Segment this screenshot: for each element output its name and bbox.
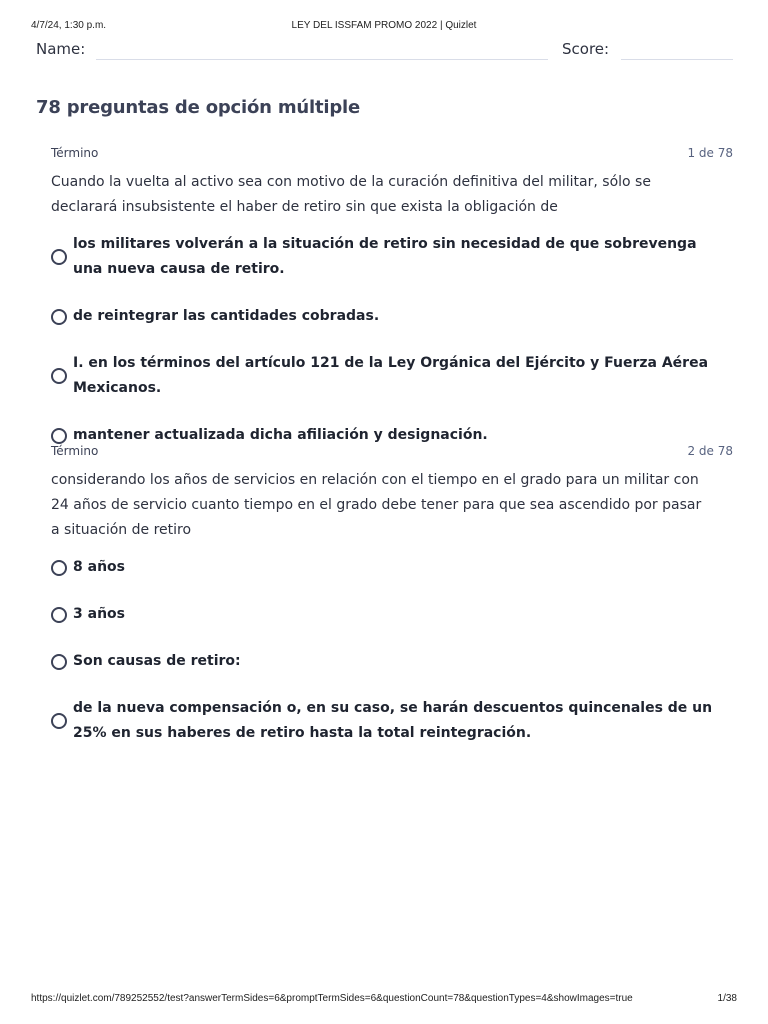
radio-circle-icon[interactable]	[51, 368, 67, 384]
name-label: Name:	[36, 40, 86, 58]
print-url: https://quizlet.com/789252552/test?answerTermSides=6&promptTermSides=6&questionCount=78&questionTypes=4&showImages=true	[31, 993, 633, 1004]
name-field[interactable]	[96, 59, 548, 60]
option-1b[interactable]	[51, 304, 733, 329]
radio-circle-icon[interactable]	[51, 309, 67, 325]
options-list	[51, 232, 733, 448]
option-label: 3 años	[73, 606, 125, 622]
print-header	[31, 20, 737, 32]
question-prompt: considerando los años de servicios en relación con el tiempo en el grado para un militar con 24 años de servicio cuanto tiempo en el grado debe tener para que sea ascendido por pasar a situación de retiro	[51, 472, 702, 538]
question-2	[51, 444, 733, 768]
page-number: 1/38	[717, 993, 737, 1004]
radio-circle-icon[interactable]	[51, 607, 67, 623]
option-2a[interactable]	[51, 555, 733, 580]
option-label: I. en los términos del artículo 121 de la Ley Orgánica del Ejército y Fuerza Aérea Mexicanos.	[73, 355, 709, 396]
print-title: LEY DEL ISSFAM PROMO 2022 | Quizlet	[291, 20, 477, 31]
option-label: de reintegrar las cantidades cobradas.	[73, 308, 380, 324]
question-1	[51, 146, 733, 470]
radio-circle-icon[interactable]	[51, 428, 67, 444]
name-score-row	[36, 40, 733, 64]
term-label: Término	[51, 444, 99, 458]
print-footer	[31, 993, 737, 1005]
option-1c[interactable]	[51, 351, 733, 401]
section-title: 78 preguntas de opción múltiple	[36, 97, 361, 118]
option-label: de la nueva compensación o, en su caso, se harán descuentos quincenales de un 25% en sus haberes de retiro hasta la total reintegración.	[73, 700, 713, 741]
option-2b[interactable]	[51, 602, 733, 627]
question-meta	[51, 146, 733, 164]
question-meta	[51, 444, 733, 462]
option-1a[interactable]	[51, 232, 733, 282]
options-list	[51, 555, 733, 746]
option-2c[interactable]	[51, 649, 733, 674]
option-label: 8 años	[73, 559, 125, 575]
radio-circle-icon[interactable]	[51, 249, 67, 265]
term-label: Término	[51, 146, 99, 160]
question-prompt: Cuando la vuelta al activo sea con motivo de la curación definitiva del militar, sólo se declarará insubsistente el haber de retiro sin que exista la obligación de	[51, 174, 651, 215]
radio-circle-icon[interactable]	[51, 713, 67, 729]
score-label: Score:	[562, 40, 610, 58]
question-counter: 2 de 78	[687, 444, 733, 458]
radio-circle-icon[interactable]	[51, 560, 67, 576]
radio-circle-icon[interactable]	[51, 654, 67, 670]
option-label: mantener actualizada dicha afiliación y designación.	[73, 427, 488, 443]
score-field[interactable]	[621, 59, 733, 60]
option-2d[interactable]	[51, 696, 733, 746]
question-counter: 1 de 78	[687, 146, 733, 160]
print-date: 4/7/24, 1:30 p.m.	[31, 20, 107, 31]
option-label: Son causas de retiro:	[73, 653, 241, 669]
option-label: los militares volverán a la situación de retiro sin necesidad de que sobrevenga una nueva causa de retiro.	[73, 236, 697, 277]
